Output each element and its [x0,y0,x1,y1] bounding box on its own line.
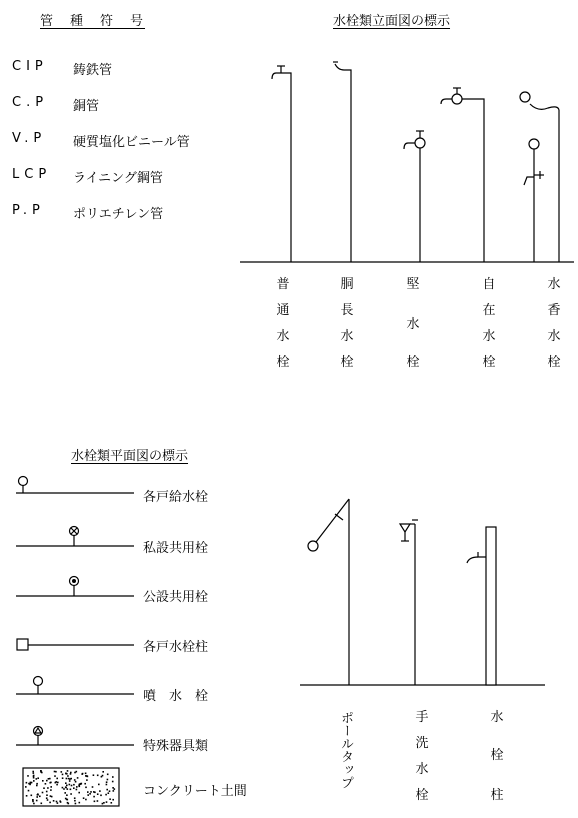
concrete-dot [87,776,89,778]
plan-label-public-shared-tap: 公設共用栓 [143,590,209,605]
concrete-dot [79,786,81,788]
plan-label-concrete-floor: コンクリート土間 [143,784,247,799]
concrete-dot [56,801,58,803]
concrete-dot [97,793,99,795]
pipe-code-pp: P.P [12,203,45,218]
pole-tap-icon [308,499,349,685]
concrete-dot [31,795,33,797]
concrete-dot [64,792,66,794]
concrete-dot [62,787,64,789]
concrete-dot [100,795,102,797]
concrete-dot [61,771,63,773]
concrete-dot [49,802,51,804]
concrete-dot [66,794,68,796]
concrete-dot [50,789,52,791]
concrete-dot [106,781,108,783]
pipe-name-cp: 銅管 [73,99,100,114]
concrete-dot [50,795,52,797]
concrete-dot [36,800,38,802]
pipe-code-cip: CIP [12,59,48,74]
concrete-dot [37,777,39,779]
concrete-dot [90,791,92,793]
concrete-dot [62,774,64,776]
plan-header: 水栓類平面図の標示 [71,449,189,464]
concrete-dot [86,779,88,781]
concrete-dot [74,772,76,774]
concrete-dot [111,802,113,804]
private-shared-tap-symbol [16,527,134,547]
concrete-dot [107,774,109,776]
concrete-dot [28,783,30,785]
concrete-dot [67,770,69,772]
concrete-dot [33,777,35,779]
plan-label-faucet-post: 各戸水栓柱 [143,640,209,655]
concrete-dot [33,780,35,782]
pipe-code-lcp: LCP [12,167,52,182]
concrete-dot [55,771,57,773]
concrete-dot [112,776,114,778]
concrete-dot [102,771,104,773]
plan-label-fountain-tap: 噴 水 栓 [143,689,209,704]
concrete-dot [57,782,59,784]
concrete-dot [26,795,28,797]
concrete-dot [76,789,78,791]
label-vertical-faucet: 堅 水 栓 [406,277,420,370]
concrete-dot [87,794,89,796]
plan-label-private-tap: 各戸給水栓 [143,490,209,505]
concrete-dot [106,801,108,803]
concrete-dot [46,791,48,793]
concrete-dot [70,789,72,791]
label-faucet-pillar: 水 栓 柱 [490,710,504,803]
concrete-dot [93,791,95,793]
concrete-dot [109,798,111,800]
concrete-dot [36,785,38,787]
concrete-dot [87,791,89,793]
concrete-dot [42,792,44,794]
concrete-dot [50,782,52,784]
concrete-dot [66,785,68,787]
concrete-dot [65,782,67,784]
concrete-dot [85,775,87,777]
concrete-dot [112,781,114,783]
plan-label-special-fixture: 特殊器具類 [143,739,209,754]
concrete-dot [83,797,85,799]
concrete-dot [54,771,56,773]
concrete-dot [43,787,45,789]
pipe-name-pp: ポリエチレン管 [73,207,164,222]
concrete-dot [65,786,67,788]
concrete-dot [25,786,27,788]
concrete-dot [75,781,77,783]
concrete-dot [40,770,42,772]
concrete-dot [93,796,95,798]
concrete-dot [105,794,107,796]
concrete-dot [106,789,108,791]
concrete-dot [45,783,47,785]
concrete-dot [89,793,91,795]
pipe-code-vp: V.P [12,131,47,146]
concrete-dot [33,775,35,777]
concrete-dot [112,799,114,801]
fountain-tap-symbol [16,677,134,695]
concrete-dot [36,783,38,785]
pipe-types-header: 管 種 符 号 [40,14,146,29]
hand-wash-faucet-icon [400,520,418,685]
concrete-dot [41,803,43,805]
concrete-dot [73,784,75,786]
concrete-dot [69,784,71,786]
concrete-dot [67,775,69,777]
concrete-dot [39,796,41,798]
concrete-dot [33,803,35,805]
concrete-dot [109,790,111,792]
concrete-dot [94,801,96,803]
concrete-dot [33,772,35,774]
concrete-dot [54,775,56,777]
concrete-dot [26,782,28,784]
concrete-dot [75,803,77,805]
concrete-dot [99,790,101,792]
concrete-dot [93,774,95,776]
concrete-dot [28,790,30,792]
label-swivel-faucet: 自 在 水 栓 [482,277,496,370]
concrete-dot [106,784,108,786]
concrete-dot [85,787,87,789]
concrete-dot [47,799,49,801]
concrete-dot [76,786,78,788]
concrete-dot [47,787,49,789]
concrete-dot [70,773,72,775]
pipe-name-cip: 鋳鉄管 [73,63,113,78]
concrete-dot [66,799,68,801]
concrete-dot [70,772,72,774]
concrete-dot [32,801,34,803]
concrete-dot [77,777,79,779]
concrete-dot [46,794,48,796]
concrete-dot [32,771,34,773]
concrete-dot [68,803,70,805]
plan-label-private-shared-tap: 私設共用栓 [143,541,209,556]
concrete-dot [62,777,64,779]
concrete-dot [56,784,58,786]
concrete-dot [73,787,75,789]
faucet-post-symbol [17,639,134,650]
private-tap-symbol [16,477,134,494]
label-fragrance-faucet: 水 香 水 栓 [547,277,561,370]
concrete-dot [66,778,68,780]
concrete-dot [27,775,29,777]
public-shared-tap-symbol [16,577,134,597]
concrete-dot [74,800,76,802]
concrete-dot [81,773,83,775]
concrete-dot [46,780,48,782]
concrete-dot [108,792,110,794]
pipe-name-vp: 硬質塩化ビニール管 [73,135,190,150]
concrete-dot [112,787,114,789]
label-standard-faucet: 普 通 水 栓 [276,277,290,370]
concrete-dot [70,793,72,795]
concrete-dot [67,788,69,790]
pipe-code-cp: C.P [12,95,49,110]
concrete-dot [98,784,100,786]
vertical-faucet-icon [404,131,425,262]
concrete-dot [50,786,52,788]
concrete-dot [36,778,38,780]
concrete-dot [92,786,94,788]
pipe-name-lcp: ライニング鋼管 [73,171,163,186]
concrete-dot [107,779,109,781]
label-hand-wash-faucet: 手 洗 水 栓 [415,710,429,803]
concrete-dot [97,800,99,802]
long-body-faucet-icon [333,62,351,262]
concrete-dot [113,790,115,792]
fragrance-faucet-icon [520,92,559,262]
concrete-dot [37,793,39,795]
concrete-dot [71,785,73,787]
concrete-dot [56,778,58,780]
concrete-dot [59,800,61,802]
concrete-dot [30,782,32,784]
special-fixture-symbol [16,727,134,746]
concrete-floor-symbol [23,768,119,806]
concrete-dot [101,776,103,778]
concrete-dot [46,797,48,799]
concrete-dot [84,783,86,785]
concrete-dot [65,773,67,775]
concrete-dot [79,802,81,804]
concrete-dot [81,783,83,785]
elevation-header: 水栓類立面図の標示 [333,14,451,29]
concrete-dot [49,778,51,780]
concrete-dot [102,803,104,805]
concrete-dot [97,775,99,777]
faucet-pillar-icon [467,527,496,685]
concrete-dot [48,778,50,780]
concrete-dot [55,781,57,783]
concrete-dot [74,779,76,781]
concrete-dot [53,800,55,802]
concrete-dot [32,799,34,801]
swivel-faucet-icon [441,88,484,262]
concrete-dot [85,773,87,775]
concrete-dot [63,788,65,790]
concrete-dot [69,778,71,780]
standard-faucet-icon [272,66,291,262]
concrete-dot [85,799,87,801]
concrete-dot [36,796,38,798]
concrete-dot [57,802,59,804]
label-pole-tap: ポールタップ [338,711,353,789]
concrete-dot [103,802,105,804]
concrete-dot [69,780,71,782]
concrete-dot [42,780,44,782]
concrete-dot [74,797,76,799]
concrete-dot [78,792,80,794]
label-long-body-faucet: 胴 長 水 栓 [340,277,354,370]
